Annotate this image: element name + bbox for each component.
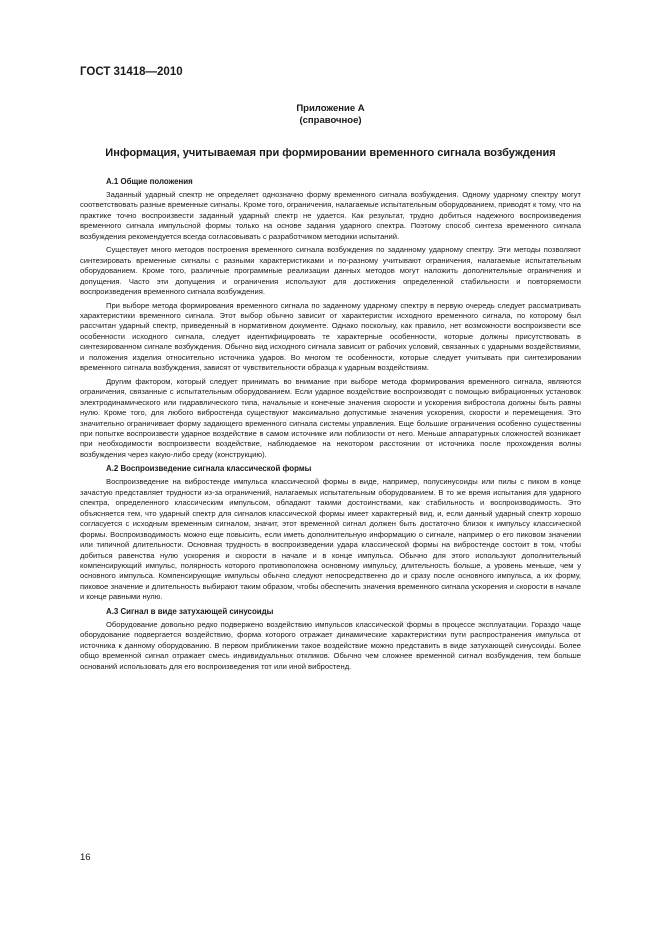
- paragraph: Другим фактором, который следует принимать во внимание при выборе метода формирования временного сигнала, являются ограничения, связанные с испытательным оборудованием. Если ударное воздействие воспроизводят с помощью вибрационных установок электродинамического или гидравлического типа, начальные и конечные значения скорости и ускорения вибростола должны быть равны нулю. Кроме того, для любого вибростенда существуют максимально допустимые значения ускорения, скорости и перемещения. Это значительно ограничивает форму задающего временного сигнала системы управления. Еще большие ограничения особенно существенны при попытке воспроизвести ударное воздействие в самом источнике или поблизости от него. Меньше аппаратурных сложностей возникает при необходимости воспроизвести воздействие, наблюдаемое на некотором расстоянии от источника после прохождения волны возбуждения через какую-либо среду (конструкцию).: [80, 376, 581, 459]
- section-heading: А.2 Воспроизведение сигнала классической формы: [106, 464, 312, 474]
- annex-title: Информация, учитываемая при формировании временного сигнала возбуждения: [105, 147, 556, 159]
- standard-number: ГОСТ 31418—2010: [80, 66, 183, 78]
- annex-body: [80, 176, 581, 675]
- section-heading: А.3 Сигнал в виде затухающей синусоиды: [106, 606, 274, 616]
- paragraph: Оборудование довольно редко подвержено воздействию импульсов классической формы в процессе эксплуатации. Гораздо чаще оборудование подвергается воздействию, форма которого отражает динамические характеристики пути распространения импульса от источника к данному оборудованию. В первом приближении такое воздействие можно представить в виде затухающей синусоиды. Более общо временной сигнал отражает смесь индивидуальных откликов. Обычно чем сложнее временной сигнал возбуждения, тем больше оснований использовать для его воспроизведения тот или иной вибростенд.: [80, 619, 581, 671]
- annex-type: (справочное): [299, 115, 362, 126]
- annex-label: Приложение А: [296, 103, 365, 114]
- paragraph: Воспроизведение на вибростенде импульса классической формы в виде, например, полусинусоиды или пилы с пиком в конце зачастую представляет трудности из-за ограничений, налагаемых испытательным оборудованием. В то же время испытания для ударного спектра, определенного классическим импульсом, обладают такими достоинствами, как стабильность и воспроизводимость. Это объясняется тем, что ударный спектр для сигналов классической формы имеет характерный вид, и, если данный ударный спектр хорошо согласуется с исходным временным сигналом, значит, этот временной сигнал должен быть достаточно близок к импульсу классической формы. Воспроизводимость можно еще повысить, если иметь дополнительную информацию о сигнале, например о его пиковом значении или типичной длительности. Основная трудность в воспроизведении удара классической формы на вибростенде состоит в том, чтобы добиться равенства нулю ускорения и скорости в начале и в конце импульса. Обычно для этого используют дополнительный компенсирующий импульс, полярность которого противоположна основному импульсу, длительность больше, а уровень меньше, чем у основного импульса. Компенсирующие импульсы обычно следуют непосредственно до и сразу после основного импульса, а их форму, пиковое значение и длительность выбирают таким образом, чтобы обеспечить значения временного сигнала ускорения и скорости в начале и конце равными нулю.: [80, 477, 581, 602]
- paragraph: Существует много методов построения временного сигнала возбуждения по заданному ударному спектру. Эти методы позволяют синтезировать временные сигналы с разными характеристиками и по-разному учитывают ограничения, налагаемые испытательным оборудованием. Кроме того, различные программные реализации данных методов могут наложить дополнительные ограничения и допущения. Часто эти допущения и ограничения используют для достижения определенной стабильности и повторяемости воспроизведения временного сигнала возбуждения.: [80, 245, 581, 297]
- page-number: 16: [80, 852, 91, 863]
- section-heading: А.1 Общие положения: [106, 177, 193, 186]
- paragraph: При выборе метода формирования временного сигнала по заданному ударному спектру в первую очередь следует рассматривать характеристики временного сигнала. Этот выбор обычно зависит от характеристик исходного временного сигнала, по которому был рассчитан ударный спектр, приведенный в нормативном документе. Однако поскольку, как правило, нет возможности воспроизвести все особенности исходного сигнала, следует идентифицировать те характерные особенности, которые должны присутствовать в синтезированном сигнале возбуждения. Обычно вид исходного сигнала зависит от рабочих условий, связанных с ударными воздействиями, и положения изделия относительно источника ударов. Во многом те особенности, которые следует учитывать при синтезировании временного сигнала возбуждения, зависят от чувствительности образца к ударным воздействиям.: [80, 300, 581, 373]
- paragraph: Заданный ударный спектр не определяет однозначно форму временного сигнала возбуждения. Одному ударному спектру могут соответствовать разные временные сигналы. Кроме того, ограничения, налагаемые испытательным оборудованием, приводят к тому, что на практике точно воспроизвести заданный ударный спектр не удается. Как результат, трудно добиться надежного воспроизведения временного сигнала импульсной формы только на основе задания ударного спектра. Поэтому способ синтеза временного сигнала возбуждения рекомендуется всегда согласовывать с разработчиком методики испытаний.: [80, 190, 581, 241]
